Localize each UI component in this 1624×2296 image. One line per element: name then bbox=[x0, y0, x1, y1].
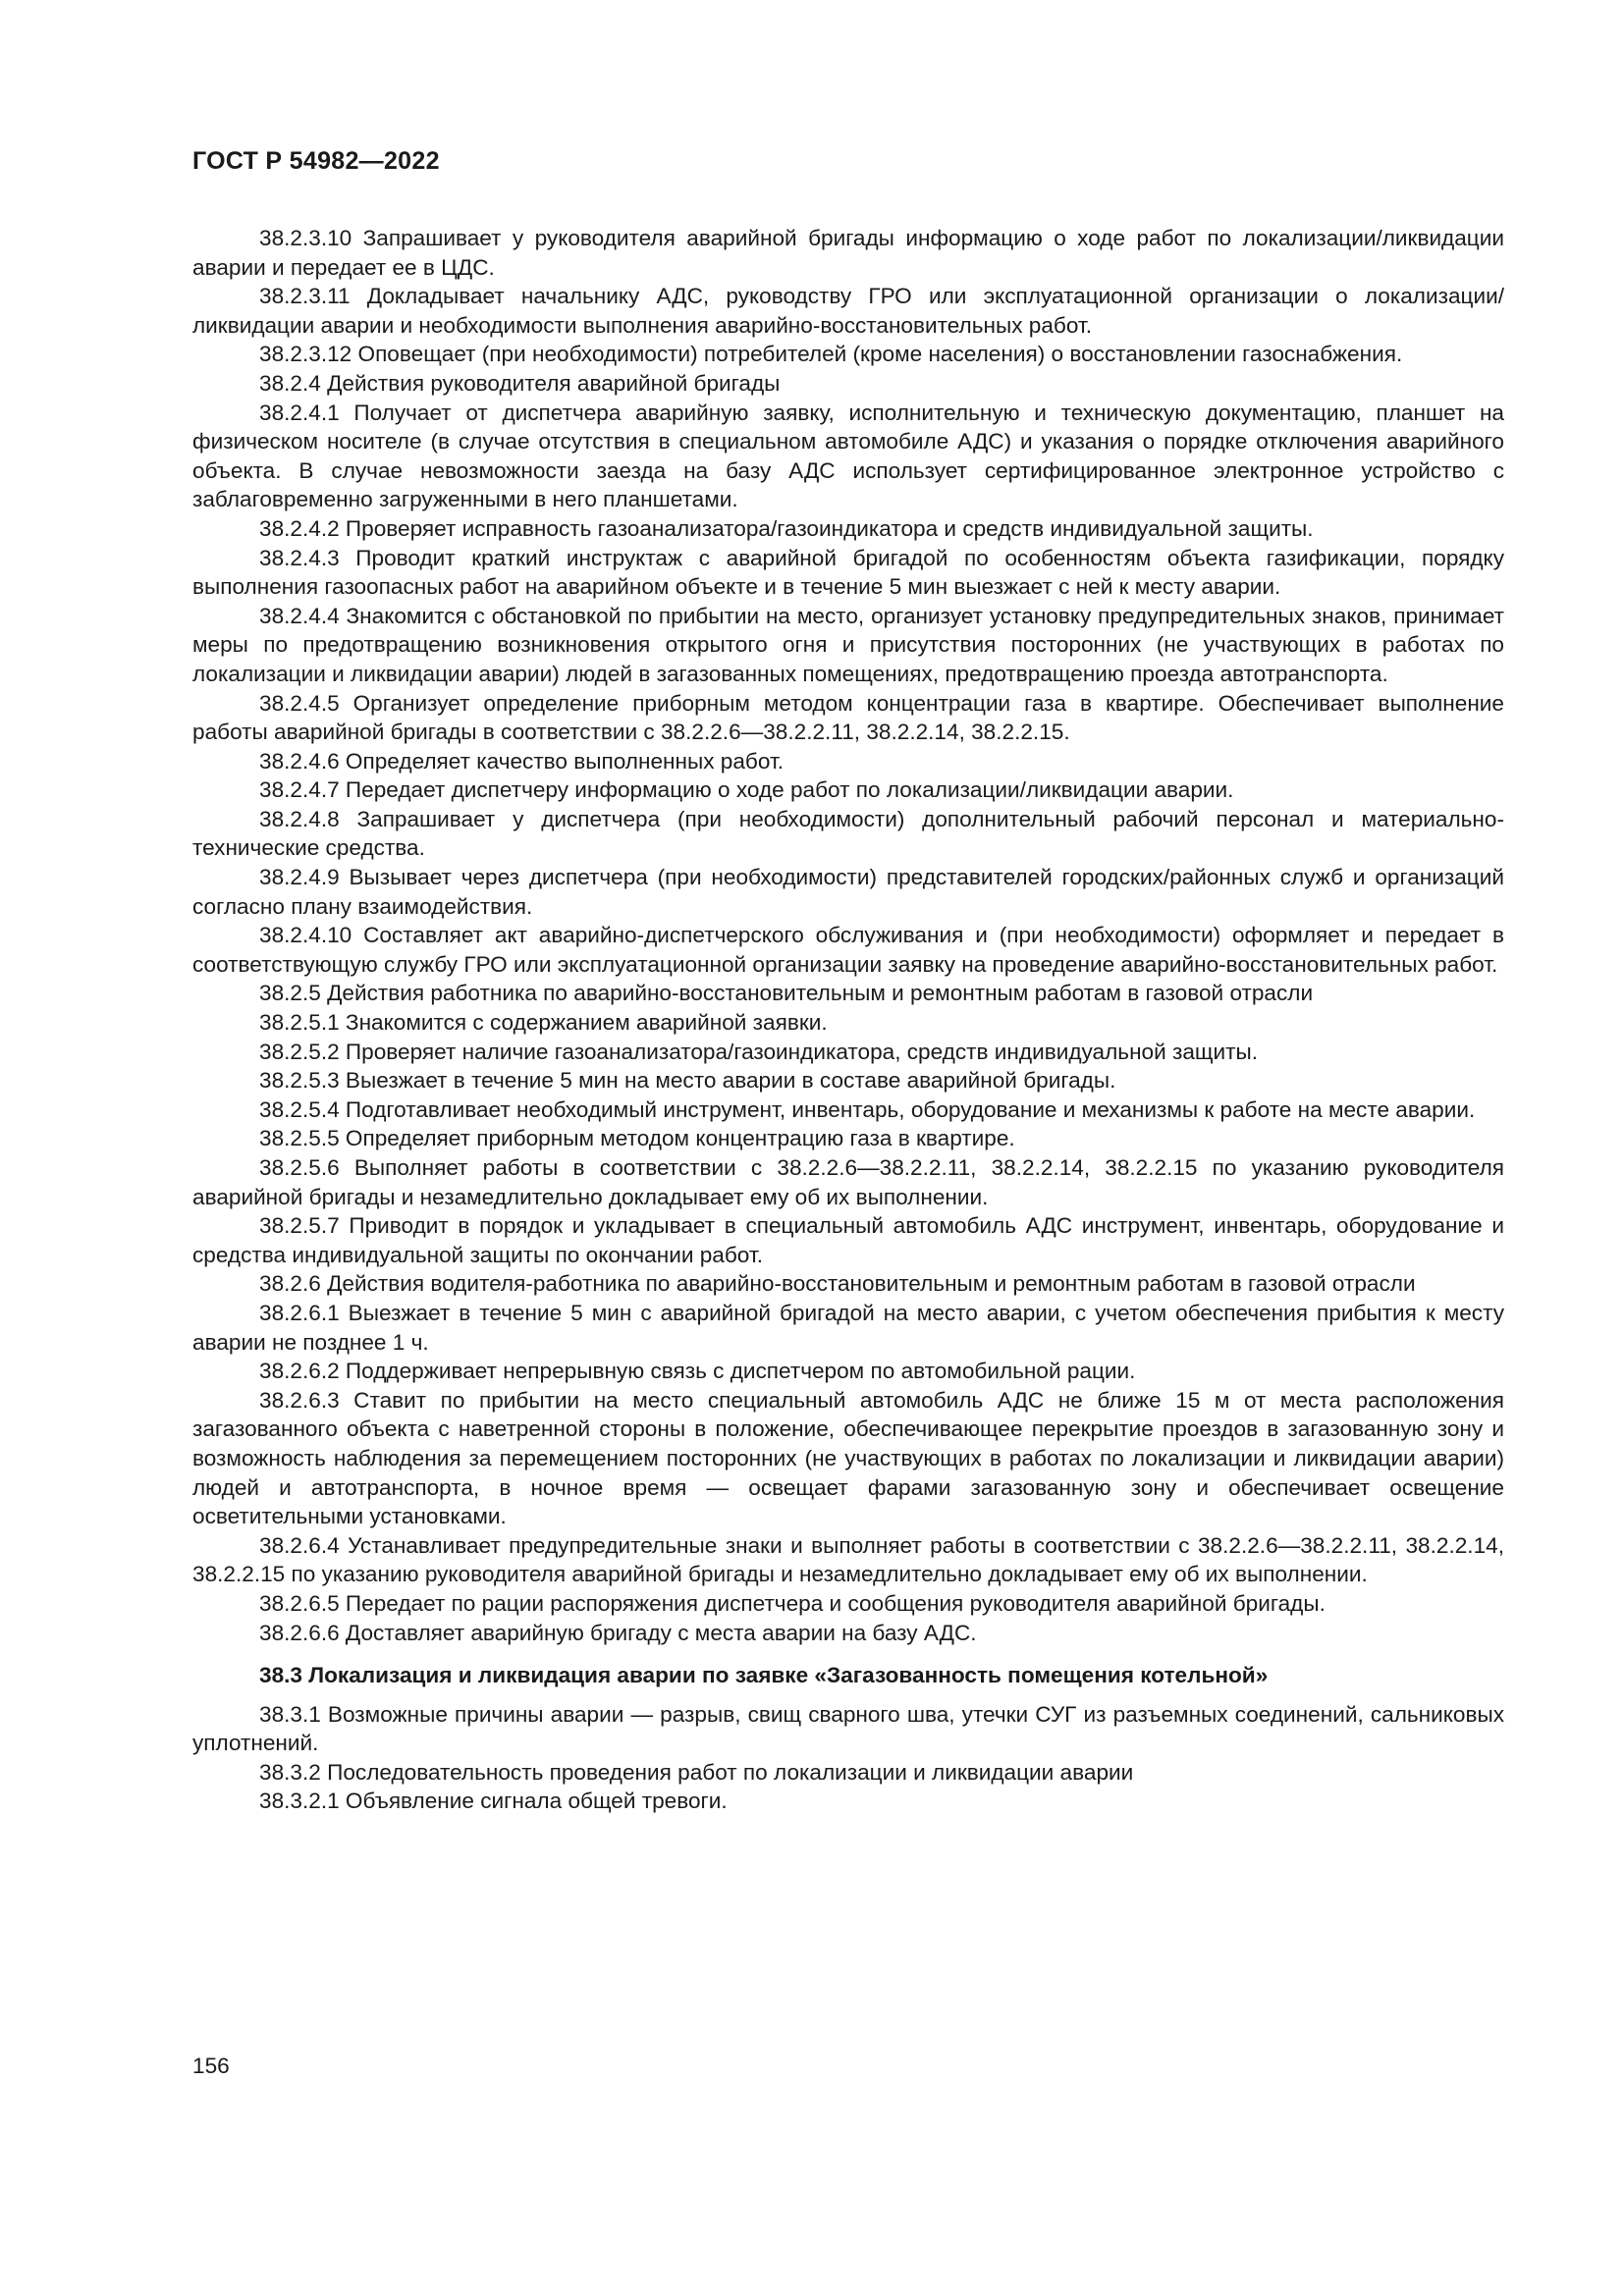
paragraph: 38.2.3.12 Оповещает (при необходимости) потребителей (кроме населения) о восстановлении газоснабжения. bbox=[259, 342, 1403, 367]
paragraph: 38.2.6.2 Поддерживает непрерывную связь с диспетчером по автомобильной рации. bbox=[259, 1359, 1136, 1384]
paragraph: 38.3.1 Возможные причины аварии — разрыв, свищ сварного шва, утечки СУГ из разъемных соединений, сальниковых уплотнений. bbox=[192, 1701, 1504, 1756]
subsection-title: 38.2.5 Действия работника по аварийно-восстановительным и ремонтным работам в газовой отрасли bbox=[259, 981, 1314, 1006]
paragraph: 38.2.4.3 Проводит краткий инструктаж с аварийной бригадой по особенностям объекта газификации, порядку выполнения газоопасных работ на аварийном объекте и в течение 5 мин выезжает с ней к месту аварии. bbox=[192, 545, 1504, 600]
paragraph: 38.2.6.6 Доставляет аварийную бригаду с места аварии на базу АДС. bbox=[259, 1620, 977, 1645]
section-heading: 38.3 Локализация и ликвидация аварии по заявке «Загазованность помещения котельной» bbox=[259, 1663, 1269, 1688]
paragraph: 38.2.4.5 Организует определение приборным методом концентрации газа в квартире. Обеспечивает выполнение работы аварийной бригады в соответствии с 38.2.2.6—38.2.2.11, 38.2.2.14, 38.2.2.15. bbox=[192, 690, 1504, 745]
subsection-title: 38.3.2 Последовательность проведения работ по локализации и ликвидации аварии bbox=[259, 1759, 1134, 1785]
paragraph: 38.2.5.7 Приводит в порядок и укладывает в специальный автомобиль АДС инструмент, инвентарь, оборудование и средства индивидуальной защиты по окончании работ. bbox=[192, 1213, 1504, 1267]
paragraph: 38.2.3.11 Докладывает начальнику АДС, руководству ГРО или эксплуатационной организации о локализации/ликвидации аварии и необходимости выполнения аварийно-восстановительных работ. bbox=[192, 284, 1504, 338]
subsection-title: 38.2.4 Действия руководителя аварийной бригады bbox=[259, 370, 781, 396]
paragraph: 38.2.3.10 Запрашивает у руководителя аварийной бригады информацию о ходе работ по локализации/ликвидации аварии и передает ее в ЦДС. bbox=[192, 226, 1504, 280]
paragraph: 38.2.5.6 Выполняет работы в соответствии с 38.2.2.6—38.2.2.11, 38.2.2.14, 38.2.2.15 по указанию руководителя аварийной бригады и незамедлительно докладывает ему об их выполнении. bbox=[192, 1155, 1504, 1209]
paragraph: 38.2.4.9 Вызывает через диспетчера (при необходимости) представителей городских/районных служб и организаций согласно плану взаимодействия. bbox=[192, 865, 1504, 919]
paragraph: 38.2.6.1 Выезжает в течение 5 мин с аварийной бригадой на место аварии, с учетом обеспечения прибытия к месту аварии не позднее 1 ч. bbox=[192, 1300, 1504, 1355]
paragraph: 38.2.5.5 Определяет приборным методом концентрацию газа в квартире. bbox=[259, 1126, 1015, 1151]
page-number: 156 bbox=[192, 2054, 230, 2078]
document-body bbox=[192, 224, 1504, 1816]
paragraph: 38.2.5.2 Проверяет наличие газоанализатора/газоиндикатора, средств индивидуальной защиты. bbox=[259, 1039, 1259, 1064]
paragraph: 38.2.5.1 Знакомится с содержанием аварийной заявки. bbox=[259, 1010, 828, 1036]
paragraph: 38.2.5.3 Выезжает в течение 5 мин на место аварии в составе аварийной бригады. bbox=[259, 1068, 1116, 1094]
paragraph: 38.2.6.5 Передает по рации распоряжения диспетчера и сообщения руководителя аварийной бригады. bbox=[259, 1590, 1326, 1616]
paragraph: 38.2.4.6 Определяет качество выполненных работ. bbox=[259, 748, 785, 774]
paragraph: 38.2.6.4 Устанавливает предупредительные знаки и выполняет работы в соответствии с 38.2.2.6—38.2.2.11, 38.2.2.14, 38.2.2.15 по указанию руководителя аварийной бригады и незамедлительно докладывает ему об их выполнении. bbox=[192, 1532, 1504, 1587]
paragraph: 38.2.5.4 Подготавливает необходимый инструмент, инвентарь, оборудование и механизмы к работе на месте аварии. bbox=[259, 1096, 1476, 1122]
paragraph: 38.2.4.10 Составляет акт аварийно-диспетчерского обслуживания и (при необходимости) оформляет и передает в соответствующую службу ГРО или эксплуатационной организации заявку на проведение аварийно-восстановительных работ. bbox=[192, 923, 1504, 977]
paragraph: 38.2.4.2 Проверяет исправность газоанализатора/газоиндикатора и средств индивидуальной защиты. bbox=[259, 515, 1314, 541]
paragraph: 38.2.6.3 Ставит по прибытии на место специальный автомобиль АДС не ближе 15 м от места расположения загазованного объекта с наветренной стороны в положение, обеспечивающее перекрытие проездов в загазованную зону и возможность наблюдения за перемещением посторонних (не участвующих в работах по локализации и ликвидации аварии) людей и автотранспорта, в ночное время — освещает фарами загазованную зону и обеспечивает освещение осветительными установками. bbox=[192, 1387, 1504, 1529]
paragraph: 38.2.4.7 Передает диспетчеру информацию о ходе работ по локализации/ликвидации аварии. bbox=[259, 777, 1234, 803]
subsection-title: 38.2.6 Действия водителя-работника по аварийно-восстановительным и ремонтным работам в газовой отрасли bbox=[259, 1271, 1416, 1297]
paragraph: 38.3.2.1 Объявление сигнала общей тревоги. bbox=[259, 1789, 728, 1814]
paragraph: 38.2.4.8 Запрашивает у диспетчера (при необходимости) дополнительный рабочий персонал и материально-технические средства. bbox=[192, 806, 1504, 861]
standard-header: ГОСТ Р 54982—2022 bbox=[192, 147, 440, 175]
paragraph: 38.2.4.1 Получает от диспетчера аварийную заявку, исполнительную и техническую документацию, планшет на физическом носителе (в случае отсутствия в специальном автомобиле АДС) и указания о порядке отключения аварийного объекта. В случае невозможности заезда на базу АДС использует сертифицированное электронное устройство с заблаговременно загруженными в него планшетами. bbox=[192, 400, 1504, 512]
paragraph: 38.2.4.4 Знакомится с обстановкой по прибытии на место, организует установку предупредительных знаков, принимает меры по предотвращению возникновения открытого огня и присутствия посторонних (не участвующих в работах по локализации и ликвидации аварии) людей в загазованных помещениях, предотвращению проезда автотранспорта. bbox=[192, 603, 1504, 686]
